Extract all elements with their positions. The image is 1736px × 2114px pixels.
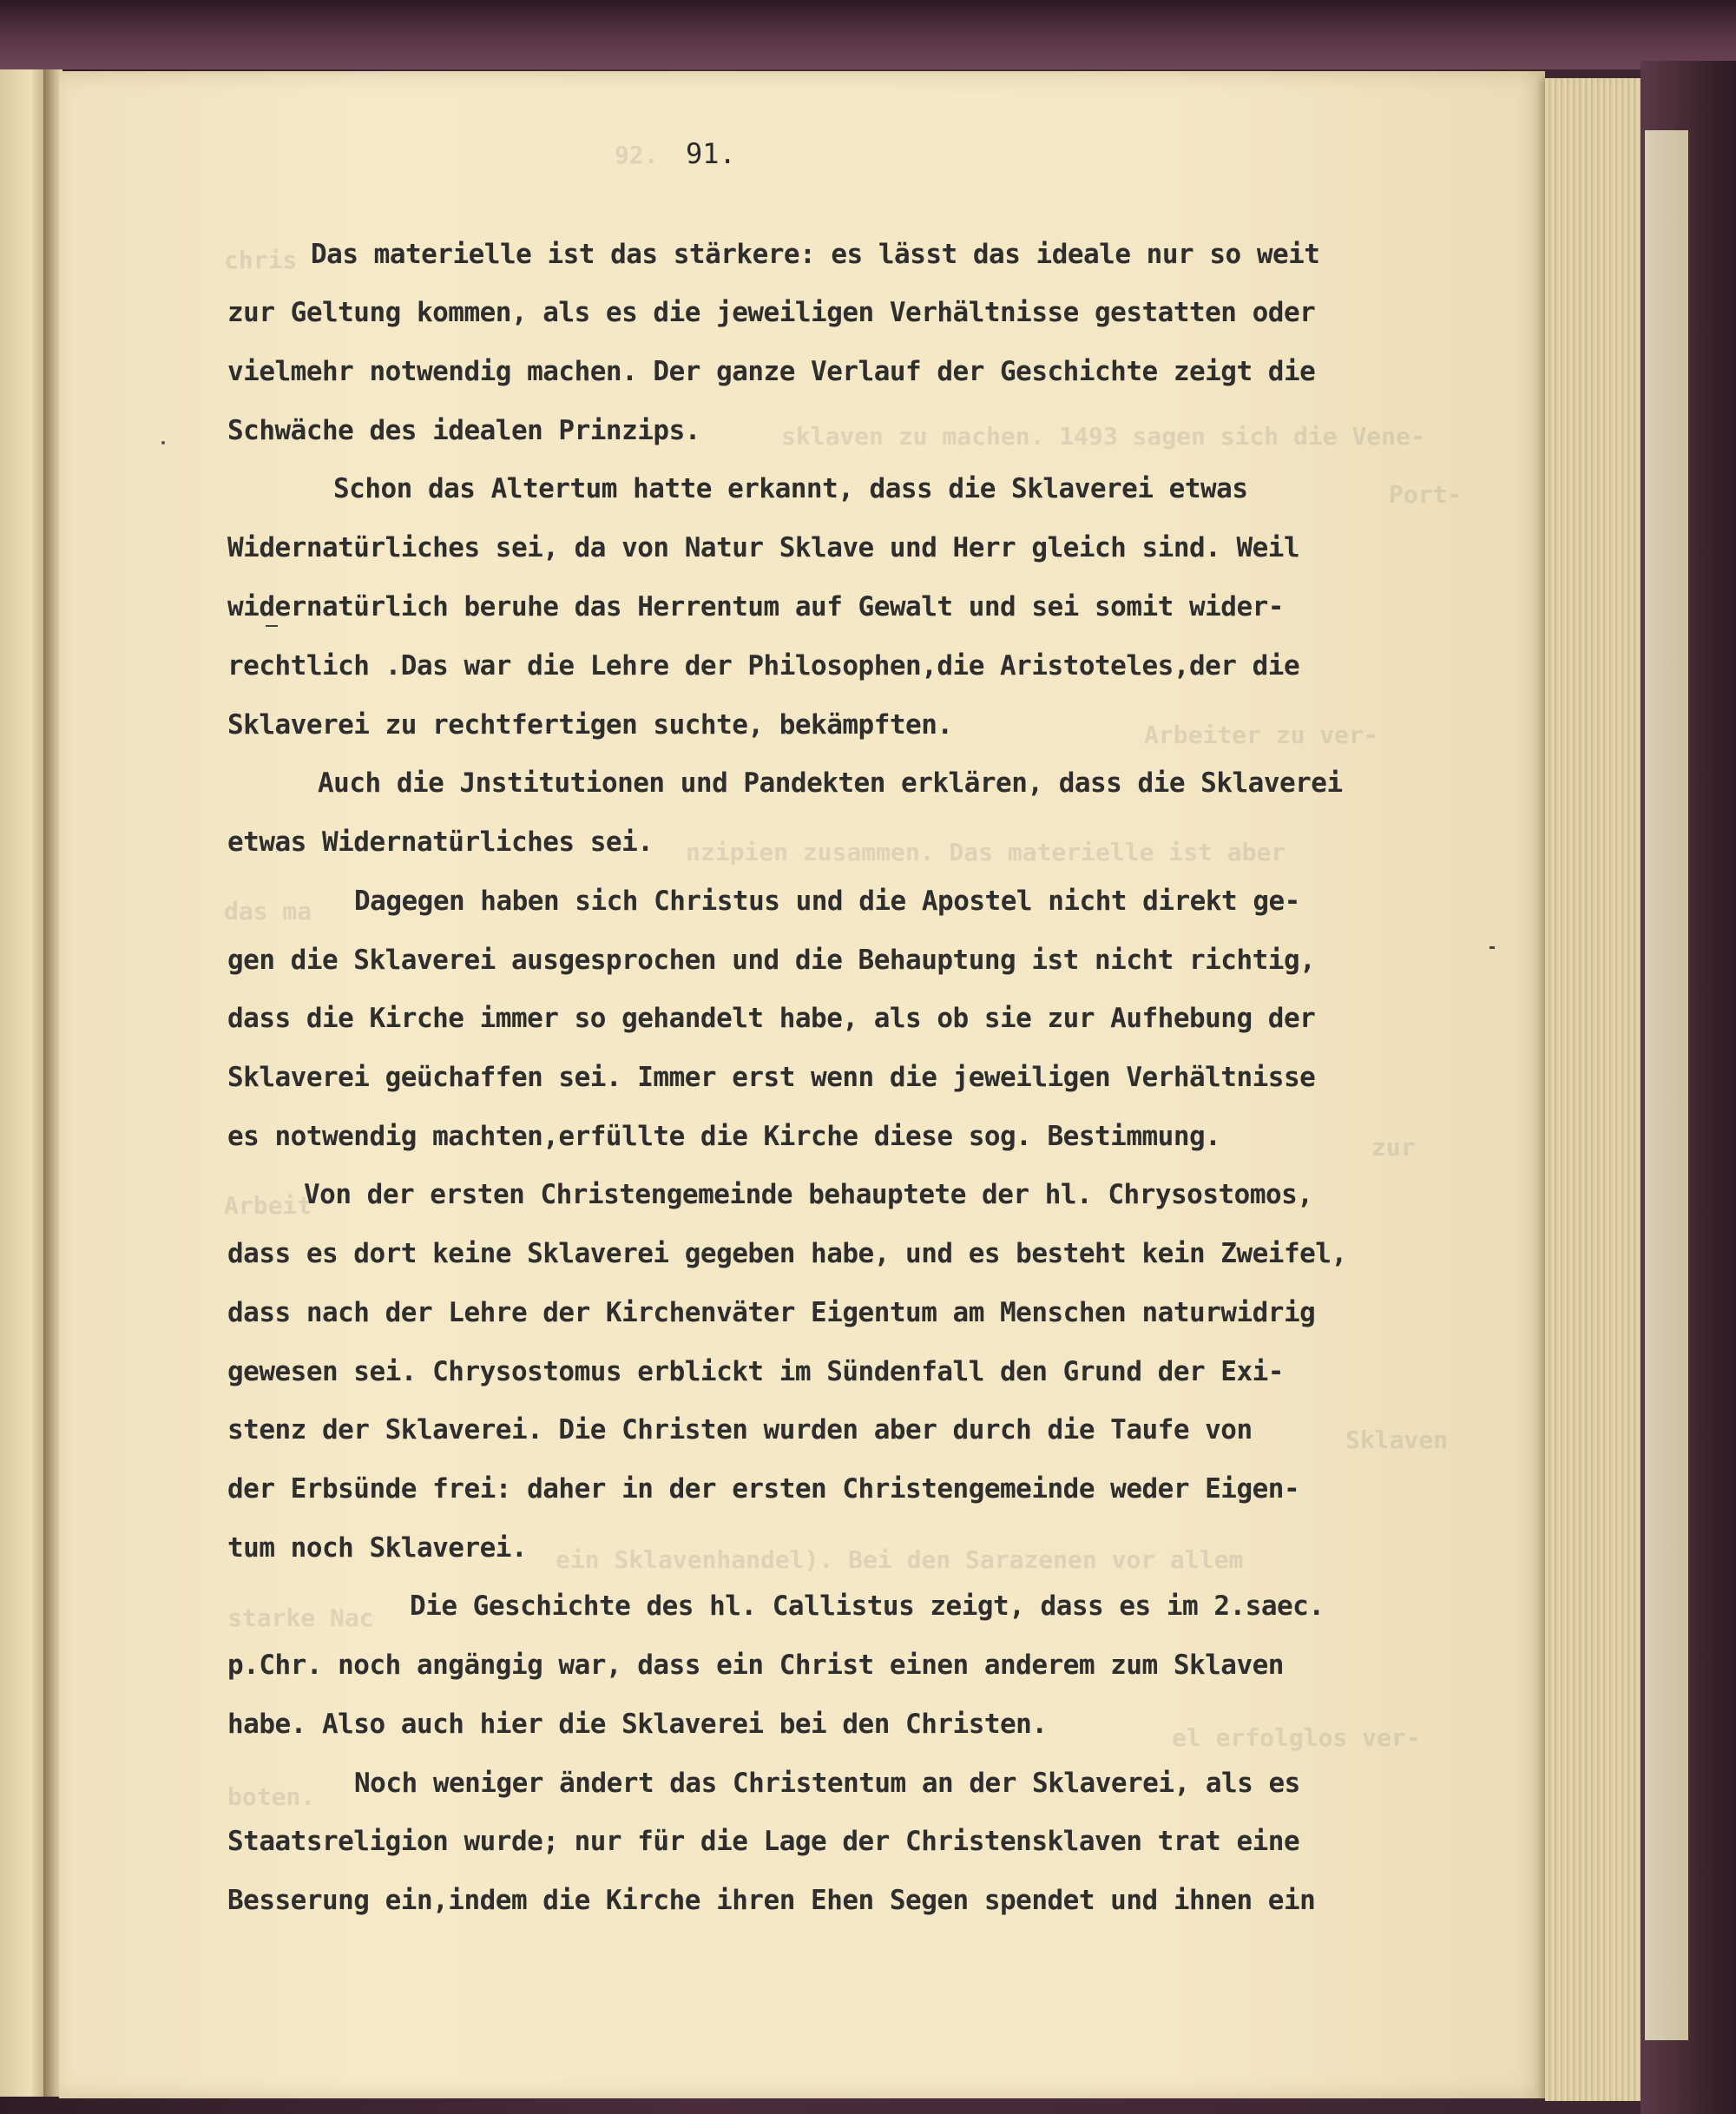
text-line: etwas Widernatürliches sei.: [227, 827, 654, 858]
text-line: vielmehr notwendig machen. Der ganze Verlauf der Geschichte zeigt die: [227, 356, 1316, 387]
text-line: stenz der Sklaverei. Die Christen wurden aber durch die Taufe von: [227, 1414, 1253, 1446]
text-line: dass die Kirche immer so gehandelt habe, als ob sie zur Aufhebung der: [227, 1003, 1316, 1034]
show-through-text: el erfolglos ver-: [1172, 1723, 1421, 1752]
show-through-text: sklaven zu machen. 1493 sagen sich die Vene-: [781, 422, 1425, 451]
show-through-page-number: 92.: [615, 141, 659, 169]
text-line: tum noch Sklaverei.: [227, 1532, 528, 1564]
pencil-mark: [266, 625, 278, 627]
text-line: zur Geltung kommen, als es die jeweiligen Verhältnisse gestatten oder: [227, 297, 1316, 328]
text-line: Besserung ein,indem die Kirche ihren Ehen Segen spendet und ihnen ein: [227, 1885, 1316, 1916]
text-line: Sklaverei geüchaffen sei. Immer erst wenn die jeweiligen Verhältnisse: [227, 1062, 1316, 1093]
show-through-text: nzipien zusammen. Das materielle ist aber: [686, 838, 1286, 866]
text-line: es notwendig machten,erfüllte die Kirche diese sog. Bestimmung.: [227, 1121, 1221, 1152]
text-line: Widernatürliches sei, da von Natur Sklave und Herr gleich sind. Weil: [227, 532, 1300, 563]
show-through-text: zur: [1371, 1133, 1416, 1162]
text-line: Auch die Jnstitutionen und Pandekten erklären, dass die Sklaverei: [318, 767, 1343, 799]
show-through-text: das ma: [224, 897, 312, 925]
text-line: p.Chr. noch angängig war, dass ein Christ einen anderem zum Sklaven: [227, 1650, 1284, 1681]
spine-label: [1645, 130, 1688, 2040]
text-line: gewesen sei. Chrysostomus erblickt im Sündenfall den Grund der Exi-: [227, 1356, 1284, 1387]
text-line: dass es dort keine Sklaverei gegeben habe, und es besteht kein Zweifel,: [227, 1238, 1347, 1269]
show-through-text: Arbeit: [224, 1191, 312, 1220]
text-line: rechtlich .Das war die Lehre der Philosophen,die Aristoteles,der die: [227, 650, 1300, 682]
page-number: 91.: [686, 137, 736, 170]
text-line: Schwäche des idealen Prinzips.: [227, 415, 700, 446]
show-through-text: ein Sklavenhandel). Bei den Sarazenen vor allem: [556, 1545, 1244, 1574]
text-line: Noch weniger ändert das Christentum an der Sklaverei, als es: [354, 1768, 1300, 1799]
show-through-text: Port-: [1389, 480, 1463, 509]
text-line: Das materielle ist das stärkere: es lässt das ideale nur so weit: [311, 239, 1320, 270]
page-stack-edges: [1545, 78, 1641, 2101]
text-line: Dagegen haben sich Christus und die Apostel nicht direkt ge-: [354, 886, 1300, 917]
text-line: gen die Sklaverei ausgesprochen und die Behauptung ist nicht richtig,: [227, 945, 1316, 976]
show-through-text: Arbeiter zu ver-: [1144, 721, 1378, 749]
left-page-edge: [0, 69, 43, 2097]
text-line: dass nach der Lehre der Kirchenväter Eigentum am Menschen naturwidrig: [227, 1297, 1316, 1328]
pencil-mark: [161, 441, 165, 445]
show-through-text: chris: [224, 246, 298, 274]
text-line: habe. Also auch hier die Sklaverei bei den Christen.: [227, 1709, 1048, 1740]
text-line: Sklaverei zu rechtfertigen suchte, bekämpften.: [227, 709, 953, 741]
pencil-mark: [1489, 946, 1495, 949]
text-line: Schon das Altertum hatte erkannt, dass die Sklaverei etwas: [333, 473, 1248, 504]
book-cover-top: [0, 0, 1736, 69]
text-line: Staatsreligion wurde; nur für die Lage der Christensklaven trat eine: [227, 1826, 1300, 1857]
show-through-text: starke Nac: [227, 1604, 374, 1632]
show-through-text: boten.: [227, 1782, 316, 1811]
text-line: der Erbsünde frei: daher in der ersten Christengemeinde weder Eigen-: [227, 1473, 1300, 1505]
show-through-text: Sklaven: [1345, 1426, 1449, 1454]
text-line: widernatürlich beruhe das Herrentum auf Gewalt und sei somit wider-: [227, 591, 1284, 622]
text-line: Von der ersten Christengemeinde behauptete der hl. Chrysostomos,: [304, 1179, 1313, 1210]
text-line: Die Geschichte des hl. Callistus zeigt, dass es im 2.saec.: [410, 1590, 1325, 1622]
